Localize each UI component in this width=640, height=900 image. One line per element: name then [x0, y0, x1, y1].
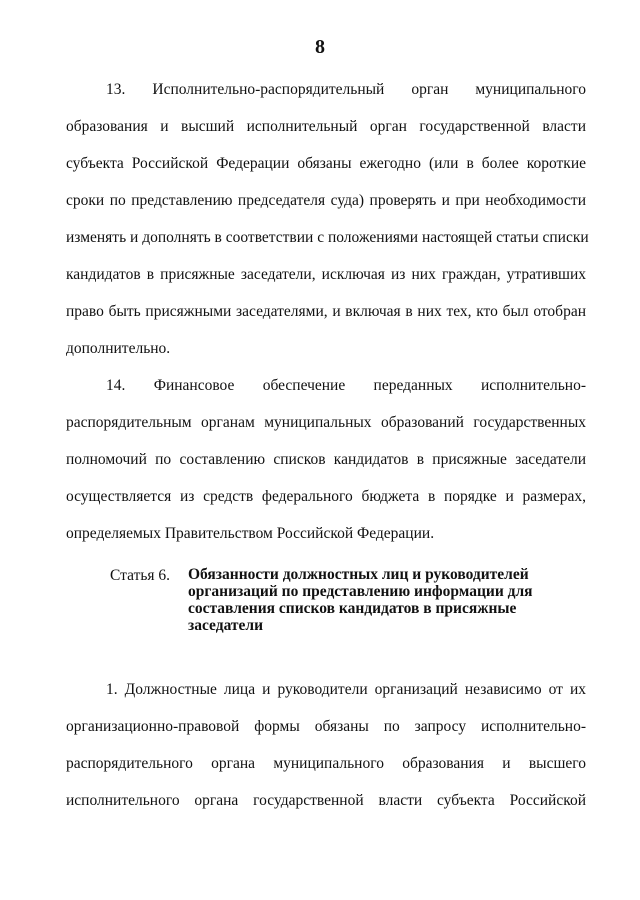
- paragraph-13-line-2: образования и высший исполнительный орган государственной власти: [66, 118, 586, 135]
- paragraph-14-line-1: 14. Финансовое обеспечение переданных исполнительно-: [106, 377, 586, 394]
- paragraph-13-line-6: кандидатов в присяжные заседатели, исключая из них граждан, утративших: [66, 266, 586, 283]
- paragraph-14-line-2: распорядительным органам муниципальных образований государственных: [66, 414, 586, 431]
- article-6-title-line-2: организаций по представлению информации для: [188, 583, 533, 600]
- article-6-label: Статья 6.: [110, 567, 171, 584]
- paragraph-13-line-4: сроки по представлению председателя суда) проверять и при необходимости: [66, 192, 586, 209]
- article-6-paragraph-1-line-1: 1. Должностные лица и руководители организаций независимо от их: [106, 681, 586, 698]
- article-6-paragraph-1-line-2: организационно-правовой формы обязаны по запросу исполнительно-: [66, 718, 586, 735]
- paragraph-13-line-1: 13. Исполнительно-распорядительный орган муниципального: [106, 81, 586, 98]
- paragraph-13-line-3: субъекта Российской Федерации обязаны ежегодно (или в более короткие: [66, 155, 586, 172]
- paragraph-13-line-8: дополнительно.: [66, 340, 171, 357]
- paragraph-14-line-5: определяемых Правительством Российской Федерации.: [66, 525, 435, 542]
- article-6-title-line-3: составления списков кандидатов в присяжные: [188, 600, 517, 617]
- page-number: 8: [315, 36, 325, 58]
- article-6-paragraph-1-line-3: распорядительного органа муниципального образования и высшего: [66, 755, 586, 772]
- article-6-paragraph-1-line-4: исполнительного органа государственной власти субъекта Российской: [66, 792, 586, 809]
- paragraph-13-line-7: право быть присяжными заседателями, и включая в них тех, кто был отобран: [66, 303, 586, 320]
- paragraph-14-line-4: осуществляется из средств федерального бюджета в порядке и размерах,: [66, 488, 586, 505]
- paragraph-13-line-5: изменять и дополнять в соответствии с положениями настоящей статьи списки: [66, 229, 589, 246]
- article-6-title-line-1: Обязанности должностных лиц и руководителей: [188, 566, 529, 583]
- paragraph-14-line-3: полномочий по составлению списков кандидатов в присяжные заседатели: [66, 451, 586, 468]
- article-6-title-line-4: заседатели: [188, 617, 264, 634]
- article-6-title: [188, 566, 568, 634]
